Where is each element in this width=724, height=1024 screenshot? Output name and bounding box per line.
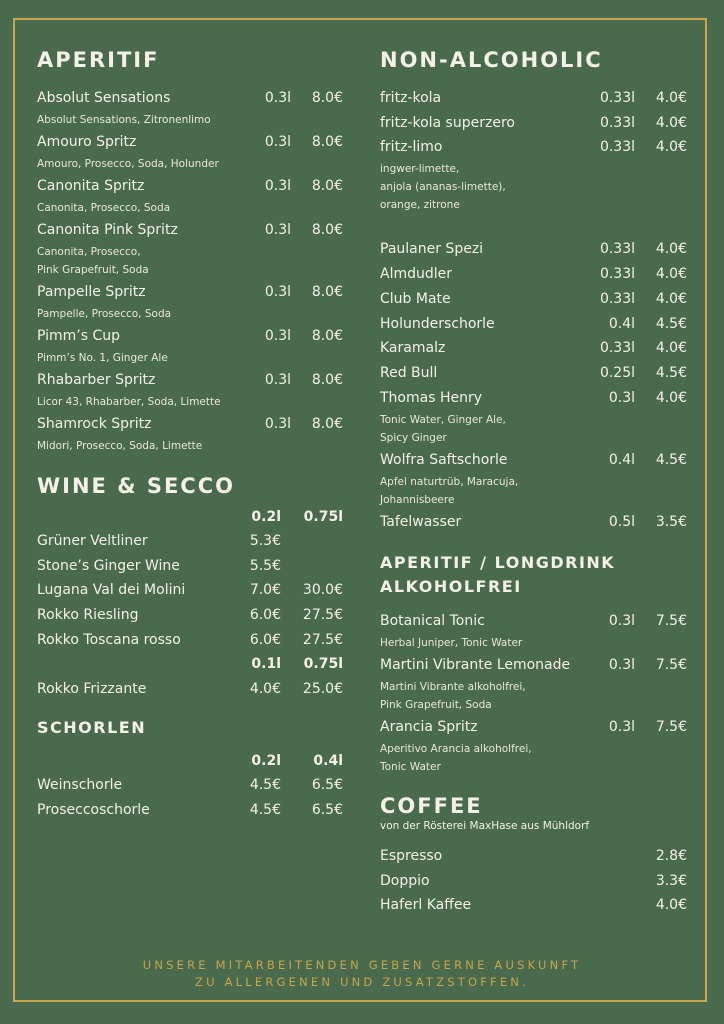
item-price-small: 4.5€ [249,801,281,818]
item-description: Pink Grapefruit, Soda [37,264,149,276]
item-description: Absolut Sensations, Zitronenlimo [37,114,211,126]
item-description: Midori, Prosecco, Soda, Limette [37,440,203,452]
item-description: orange, zitrone [380,199,460,212]
item-size: 0.3l [608,613,635,629]
item-name: Rokko Frizzante [37,681,147,697]
item-size: 0.33l [599,241,635,258]
coffee-title: COFFEE [380,794,483,818]
item-description: anjola (ananas-limette), [380,181,506,194]
item-price: 4.0€ [655,290,687,307]
item-name: Weinschorle [37,777,123,793]
item-description: Tonic Water, Ginger Ale, [380,413,506,426]
item-price-large: 6.5€ [311,777,343,793]
item-name: Arancia Spritz [380,719,478,735]
item-size: 0.33l [599,114,635,131]
size-header: 0.75l [303,656,343,672]
item-name: Doppio [380,872,430,889]
item-price-small: 5.5€ [249,557,281,574]
item-price: 7.5€ [655,719,687,735]
item-name: Rokko Riesling [37,607,139,624]
item-name: Pimm’s Cup [37,328,121,344]
item-description: Pimm’s No. 1, Ginger Ale [37,352,168,364]
item-size: 0.3l [608,389,635,406]
item-size: 0.33l [599,266,635,283]
size-header: 0.75l [303,509,343,525]
item-price: 7.5€ [655,657,687,673]
item-size: 0.3l [264,134,291,150]
item-price: 8.0€ [311,328,343,344]
item-size: 0.25l [599,364,635,381]
item-description: Martini Vibrante alkoholfrei, [380,681,526,693]
item-description: Spicy Ginger [380,431,447,444]
item-size: 0.3l [264,178,291,194]
item-name: Grüner Veltliner [37,533,148,549]
item-price: 4.0€ [655,389,687,406]
item-price-bottle: 27.5€ [302,631,343,648]
item-name: Botanical Tonic [380,613,485,629]
item-price: 8.0€ [311,134,343,150]
item-name: Amouro Spritz [37,134,137,150]
item-name: Canonita Pink Spritz [37,222,178,238]
item-size: 0.3l [264,284,291,300]
item-description: Aperitivo Arancia alkoholfrei, [380,743,532,755]
item-price: 8.0€ [311,178,343,194]
item-name: Proseccoschorle [37,801,150,818]
item-name: Martini Vibrante Lemonade [380,657,571,673]
item-size: 0.3l [264,416,291,432]
item-name: Wolfra Saftschorle [380,451,508,468]
item-name: Pampelle Spritz [37,284,146,300]
item-size: 0.3l [608,719,635,735]
item-price: 3.5€ [655,513,687,530]
size-header: 0.4l [313,753,343,769]
allergen-notice-line1: UNSERE MITARBEITENDEN GEBEN GERNE AUSKUNFT [142,958,582,972]
item-price: 4.5€ [655,315,687,332]
item-name: Absolut Sensations [37,90,171,106]
item-name: Karamalz [380,340,446,357]
item-size: 0.33l [599,340,635,357]
item-price: 4.0€ [655,241,687,258]
item-size: 0.4l [608,451,635,468]
item-price-bottle: 27.5€ [302,607,343,624]
item-price-small: 4.0€ [249,681,281,697]
item-price: 4.0€ [655,90,687,106]
nonalcoholic-title: NON-ALCOHOLIC [380,48,603,72]
item-size: 0.4l [608,315,635,332]
item-size: 0.3l [264,90,291,106]
size-header: 0.2l [251,753,281,769]
size-header: 0.1l [251,656,281,672]
item-name: fritz-limo [380,139,443,156]
item-price: 8.0€ [311,90,343,106]
item-size: 0.3l [264,372,291,388]
item-price-small: 6.0€ [249,607,281,624]
item-price: 4.0€ [655,139,687,156]
wine-title: WINE & SECCO [37,474,235,498]
item-description: Licor 43, Rhabarber, Soda, Limette [37,396,221,408]
item-name: fritz-kola [380,90,442,106]
item-price-small: 6.0€ [249,631,281,648]
item-name: fritz-kola superzero [380,114,515,131]
item-description: ingwer-limette, [380,163,460,176]
item-size: 0.3l [264,328,291,344]
item-price-large: 6.5€ [311,801,343,818]
item-price: 2.8€ [655,848,687,864]
item-name: Stone’s Ginger Wine [37,557,180,574]
item-name: Canonita Spritz [37,178,145,194]
item-name: Club Mate [380,290,451,307]
item-price-small: 5.3€ [249,533,281,549]
item-description: Tonic Water [380,761,441,773]
item-description: Canonita, Prosecco, [37,246,141,258]
item-price: 8.0€ [311,416,343,432]
item-price: 4.0€ [655,340,687,357]
item-size: 0.33l [599,290,635,307]
item-name: Red Bull [380,364,438,381]
item-price: 4.0€ [655,114,687,131]
alkoholfrei-title-line2: ALKOHOLFREI [380,577,522,596]
aperitif-title: APERITIF [37,48,160,72]
item-description: Amouro, Prosecco, Soda, Holunder [37,158,219,170]
allergen-notice-line2: ZU ALLERGENEN UND ZUSATZSTOFFEN. [195,975,529,989]
item-price: 8.0€ [311,222,343,238]
coffee-note: von der Rösterei MaxHase aus Mühldorf [380,820,590,832]
item-name: Tafelwasser [380,513,462,530]
item-price-small: 4.5€ [249,777,281,793]
item-price-small: 7.0€ [249,582,281,599]
item-price: 3.3€ [655,872,687,889]
item-size: 0.33l [599,90,635,106]
item-name: Holunderschorle [380,315,495,332]
item-description: Apfel naturtrüb, Maracuja, [380,475,519,488]
item-price: 8.0€ [311,372,343,388]
item-name: Almdudler [380,266,453,283]
item-price: 4.0€ [655,266,687,283]
item-price-bottle: 30.0€ [302,582,343,599]
item-name: Espresso [380,848,443,864]
item-description: Pampelle, Prosecco, Soda [37,308,172,320]
item-name: Thomas Henry [380,389,483,406]
item-price: 4.0€ [655,897,687,914]
item-description: Pink Grapefruit, Soda [380,699,492,711]
item-description: Canonita, Prosecco, Soda [37,202,171,214]
item-name: Paulaner Spezi [380,241,484,258]
item-price: 7.5€ [655,613,687,629]
item-name: Rhabarber Spritz [37,372,156,388]
item-description: Herbal Juniper, Tonic Water [380,637,523,649]
item-size: 0.3l [608,657,635,673]
item-price: 4.5€ [655,451,687,468]
item-description: Johannisbeere [380,493,455,506]
item-name: Shamrock Spritz [37,416,152,432]
item-size: 0.3l [264,222,291,238]
size-header: 0.2l [251,509,281,525]
alkoholfrei-title-line1: APERITIF / LONGDRINK [380,553,616,572]
item-price: 4.5€ [655,364,687,381]
item-size: 0.5l [608,513,635,530]
item-price-bottle: 25.0€ [302,681,343,697]
item-name: Lugana Val dei Molini [37,582,186,599]
item-name: Rokko Toscana rosso [37,631,181,648]
item-price: 8.0€ [311,284,343,300]
item-size: 0.33l [599,139,635,156]
schorlen-title: SCHORLEN [37,718,147,737]
item-name: Haferl Kaffee [380,897,472,914]
